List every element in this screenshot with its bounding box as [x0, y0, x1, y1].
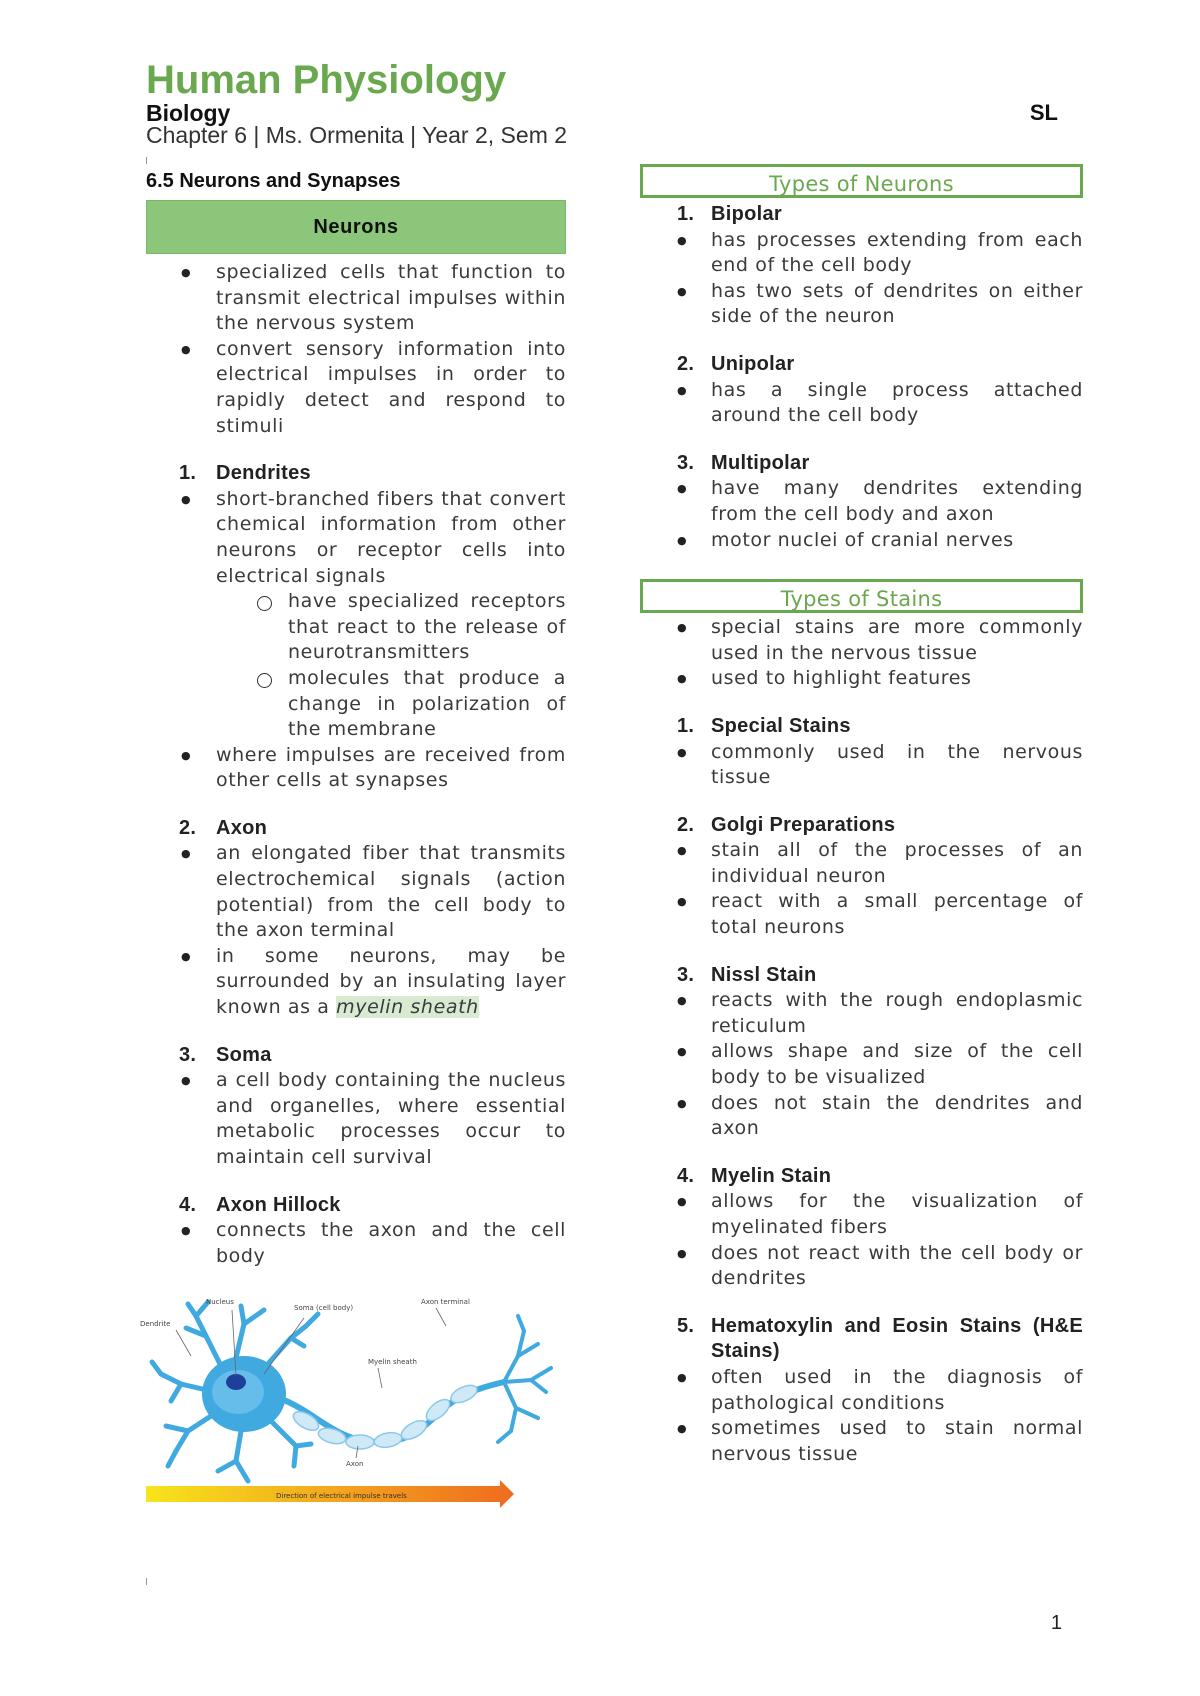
part-dendrites — [146, 461, 566, 487]
item-name: Dendrites — [216, 462, 311, 485]
subject: Biology — [146, 100, 231, 126]
neuron-type-multipolar — [640, 451, 1083, 477]
stain-nissl — [640, 963, 1083, 989]
list-item: ● sometimes used to stain normal nervous tissue — [640, 1416, 1083, 1467]
soma-list — [146, 1068, 566, 1170]
diagram-label-nucleus: Nucleus — [206, 1298, 234, 1306]
myelin-sheath-highlight: myelin sheath — [336, 996, 479, 1019]
list-item: ● has processes extending from each end of the cell body — [640, 228, 1083, 279]
section-title: 6.5 Neurons and Synapses — [146, 170, 401, 192]
myelin-stain-list — [640, 1189, 1083, 1291]
sub-list-item: molecules that produce a change in polarization of the membrane — [146, 666, 566, 743]
part-axon-hillock — [146, 1193, 566, 1219]
item-number: 3. — [677, 451, 695, 474]
neurons-intro-list — [146, 260, 566, 439]
item-name: Special Stains — [711, 714, 851, 737]
list-item: ● convert sensory information into electrical impulses in order to rapidly detect and respond to stimuli — [146, 337, 566, 439]
stain-special — [640, 714, 1083, 740]
multipolar-list — [640, 476, 1083, 553]
list-item: ● does not stain the dendrites and axon — [640, 1091, 1083, 1142]
he-stain-list — [640, 1365, 1083, 1467]
part-soma — [146, 1043, 566, 1069]
neuron-diagram — [140, 1296, 566, 1510]
margin-tick — [146, 157, 147, 164]
axon-hillock-list — [146, 1218, 566, 1269]
list-item: ● where impulses are received from other cells at synapses — [146, 743, 566, 794]
list-item: ● have many dendrites extending from the cell body and axon — [640, 476, 1083, 527]
list-item: ● commonly used in the nervous tissue — [640, 740, 1083, 791]
item-number: 2. — [677, 352, 695, 375]
list-item — [146, 944, 566, 1021]
item-name: Myelin Stain — [711, 1164, 832, 1187]
item-number: 5. — [677, 1314, 695, 1337]
text: in some neurons, may be surrounded by an insulating layer known as a — [216, 944, 566, 1019]
list-item: ● special stains are more commonly used in the nervous tissue — [640, 615, 1083, 666]
bipolar-list — [640, 228, 1083, 330]
item-number: 4. — [179, 1193, 197, 1216]
list-item: ● a cell body containing the nucleus and organelles, where essential metabolic processes occur to maintain cell survival — [146, 1068, 566, 1170]
item-number: 1. — [179, 462, 197, 485]
dendrites-list-2 — [146, 743, 566, 794]
neurons-header: Neurons — [146, 200, 566, 254]
list-item: ● connects the axon and the cell body — [146, 1218, 566, 1269]
dendrites-sublist — [146, 589, 566, 743]
list-item: ● allows shape and size of the cell body to be visualized — [640, 1039, 1083, 1090]
list-item: ● often used in the diagnosis of pathological conditions — [640, 1365, 1083, 1416]
item-number: 1. — [677, 714, 695, 737]
item-name: Bipolar — [711, 203, 782, 225]
sub-list-item: have specialized receptors that react to the release of neurotransmitters — [146, 589, 566, 666]
item-number: 3. — [677, 963, 695, 986]
left-column — [146, 200, 566, 1269]
list-item: ● stain all of the processes of an individual neuron — [640, 838, 1083, 889]
golgi-list — [640, 838, 1083, 940]
item-name: Axon Hillock — [216, 1193, 341, 1216]
diagram-arrow-label: Direction of electrical impulse travels — [276, 1492, 407, 1500]
item-number: 2. — [179, 816, 197, 839]
item-name: Axon — [216, 816, 268, 839]
list-item: ● short-branched fibers that convert chemical information from other neurons or receptor cells into electrical signals — [146, 487, 566, 589]
list-item: ● has two sets of dendrites on either side of the neuron — [640, 279, 1083, 330]
part-axon — [146, 816, 566, 842]
types-of-neurons-header: Types of Neurons — [640, 164, 1083, 198]
list-item: ● react with a small percentage of total neurons — [640, 889, 1083, 940]
list-item: ● allows for the visualization of myelinated fibers — [640, 1189, 1083, 1240]
item-name: Nissl Stain — [711, 963, 817, 986]
item-name: Unipolar — [711, 352, 795, 375]
list-item: ● specialized cells that function to transmit electrical impulses within the nervous system — [146, 260, 566, 337]
neuron-type-unipolar — [640, 352, 1083, 378]
item-name: Soma — [216, 1043, 272, 1066]
page-number: 1 — [1050, 1612, 1062, 1634]
item-number: 2. — [677, 813, 695, 836]
diagram-label-myelin: Myelin sheath — [368, 1358, 417, 1366]
chapter-line: Chapter 6 | Ms. Ormenita | Year 2, Sem 2 — [146, 122, 568, 148]
item-name: Golgi Preparations — [711, 813, 896, 836]
axon-list — [146, 841, 566, 1020]
item-name: Hematoxylin and Eosin Stains (H&E Stains) — [711, 1314, 1083, 1363]
special-stains-list — [640, 740, 1083, 791]
diagram-label-axon-terminal: Axon terminal — [421, 1298, 470, 1306]
neuron-type-bipolar — [640, 202, 1083, 228]
item-number: 1. — [677, 203, 695, 225]
right-column — [640, 164, 1083, 1467]
list-item: ● does not react with the cell body or dendrites — [640, 1241, 1083, 1292]
page-title: Human Physiology — [146, 58, 507, 102]
item-number: 4. — [677, 1164, 695, 1187]
item-name: Multipolar — [711, 451, 810, 474]
stains-intro-list — [640, 615, 1083, 692]
myelin-sheath-shape — [290, 1382, 479, 1450]
stain-h-and-e — [640, 1314, 1083, 1365]
level-badge: SL — [1029, 100, 1058, 125]
stain-golgi — [640, 813, 1083, 839]
axon-terminal-shape — [498, 1316, 551, 1442]
unipolar-list — [640, 378, 1083, 429]
diagram-label-dendrite: Dendrite — [140, 1320, 171, 1328]
list-item: ● has a single process attached around the cell body — [640, 378, 1083, 429]
list-item: ● motor nuclei of cranial nerves — [640, 528, 1083, 554]
diagram-label-soma: Soma (cell body) — [294, 1304, 354, 1312]
dendrites-list — [146, 487, 566, 589]
list-item: ● reacts with the rough endoplasmic reticulum — [640, 988, 1083, 1039]
nissl-list — [640, 988, 1083, 1142]
diagram-label-axon: Axon — [346, 1460, 364, 1468]
stain-myelin — [640, 1164, 1083, 1190]
item-number: 3. — [179, 1043, 197, 1066]
types-of-stains-header: Types of Stains — [640, 579, 1083, 613]
margin-tick — [146, 1578, 147, 1585]
nucleus-shape — [226, 1374, 246, 1390]
list-item: ● used to highlight features — [640, 666, 1083, 692]
list-item: ● an elongated fiber that transmits electrochemical signals (action potential) from the cell body to the axon terminal — [146, 841, 566, 943]
